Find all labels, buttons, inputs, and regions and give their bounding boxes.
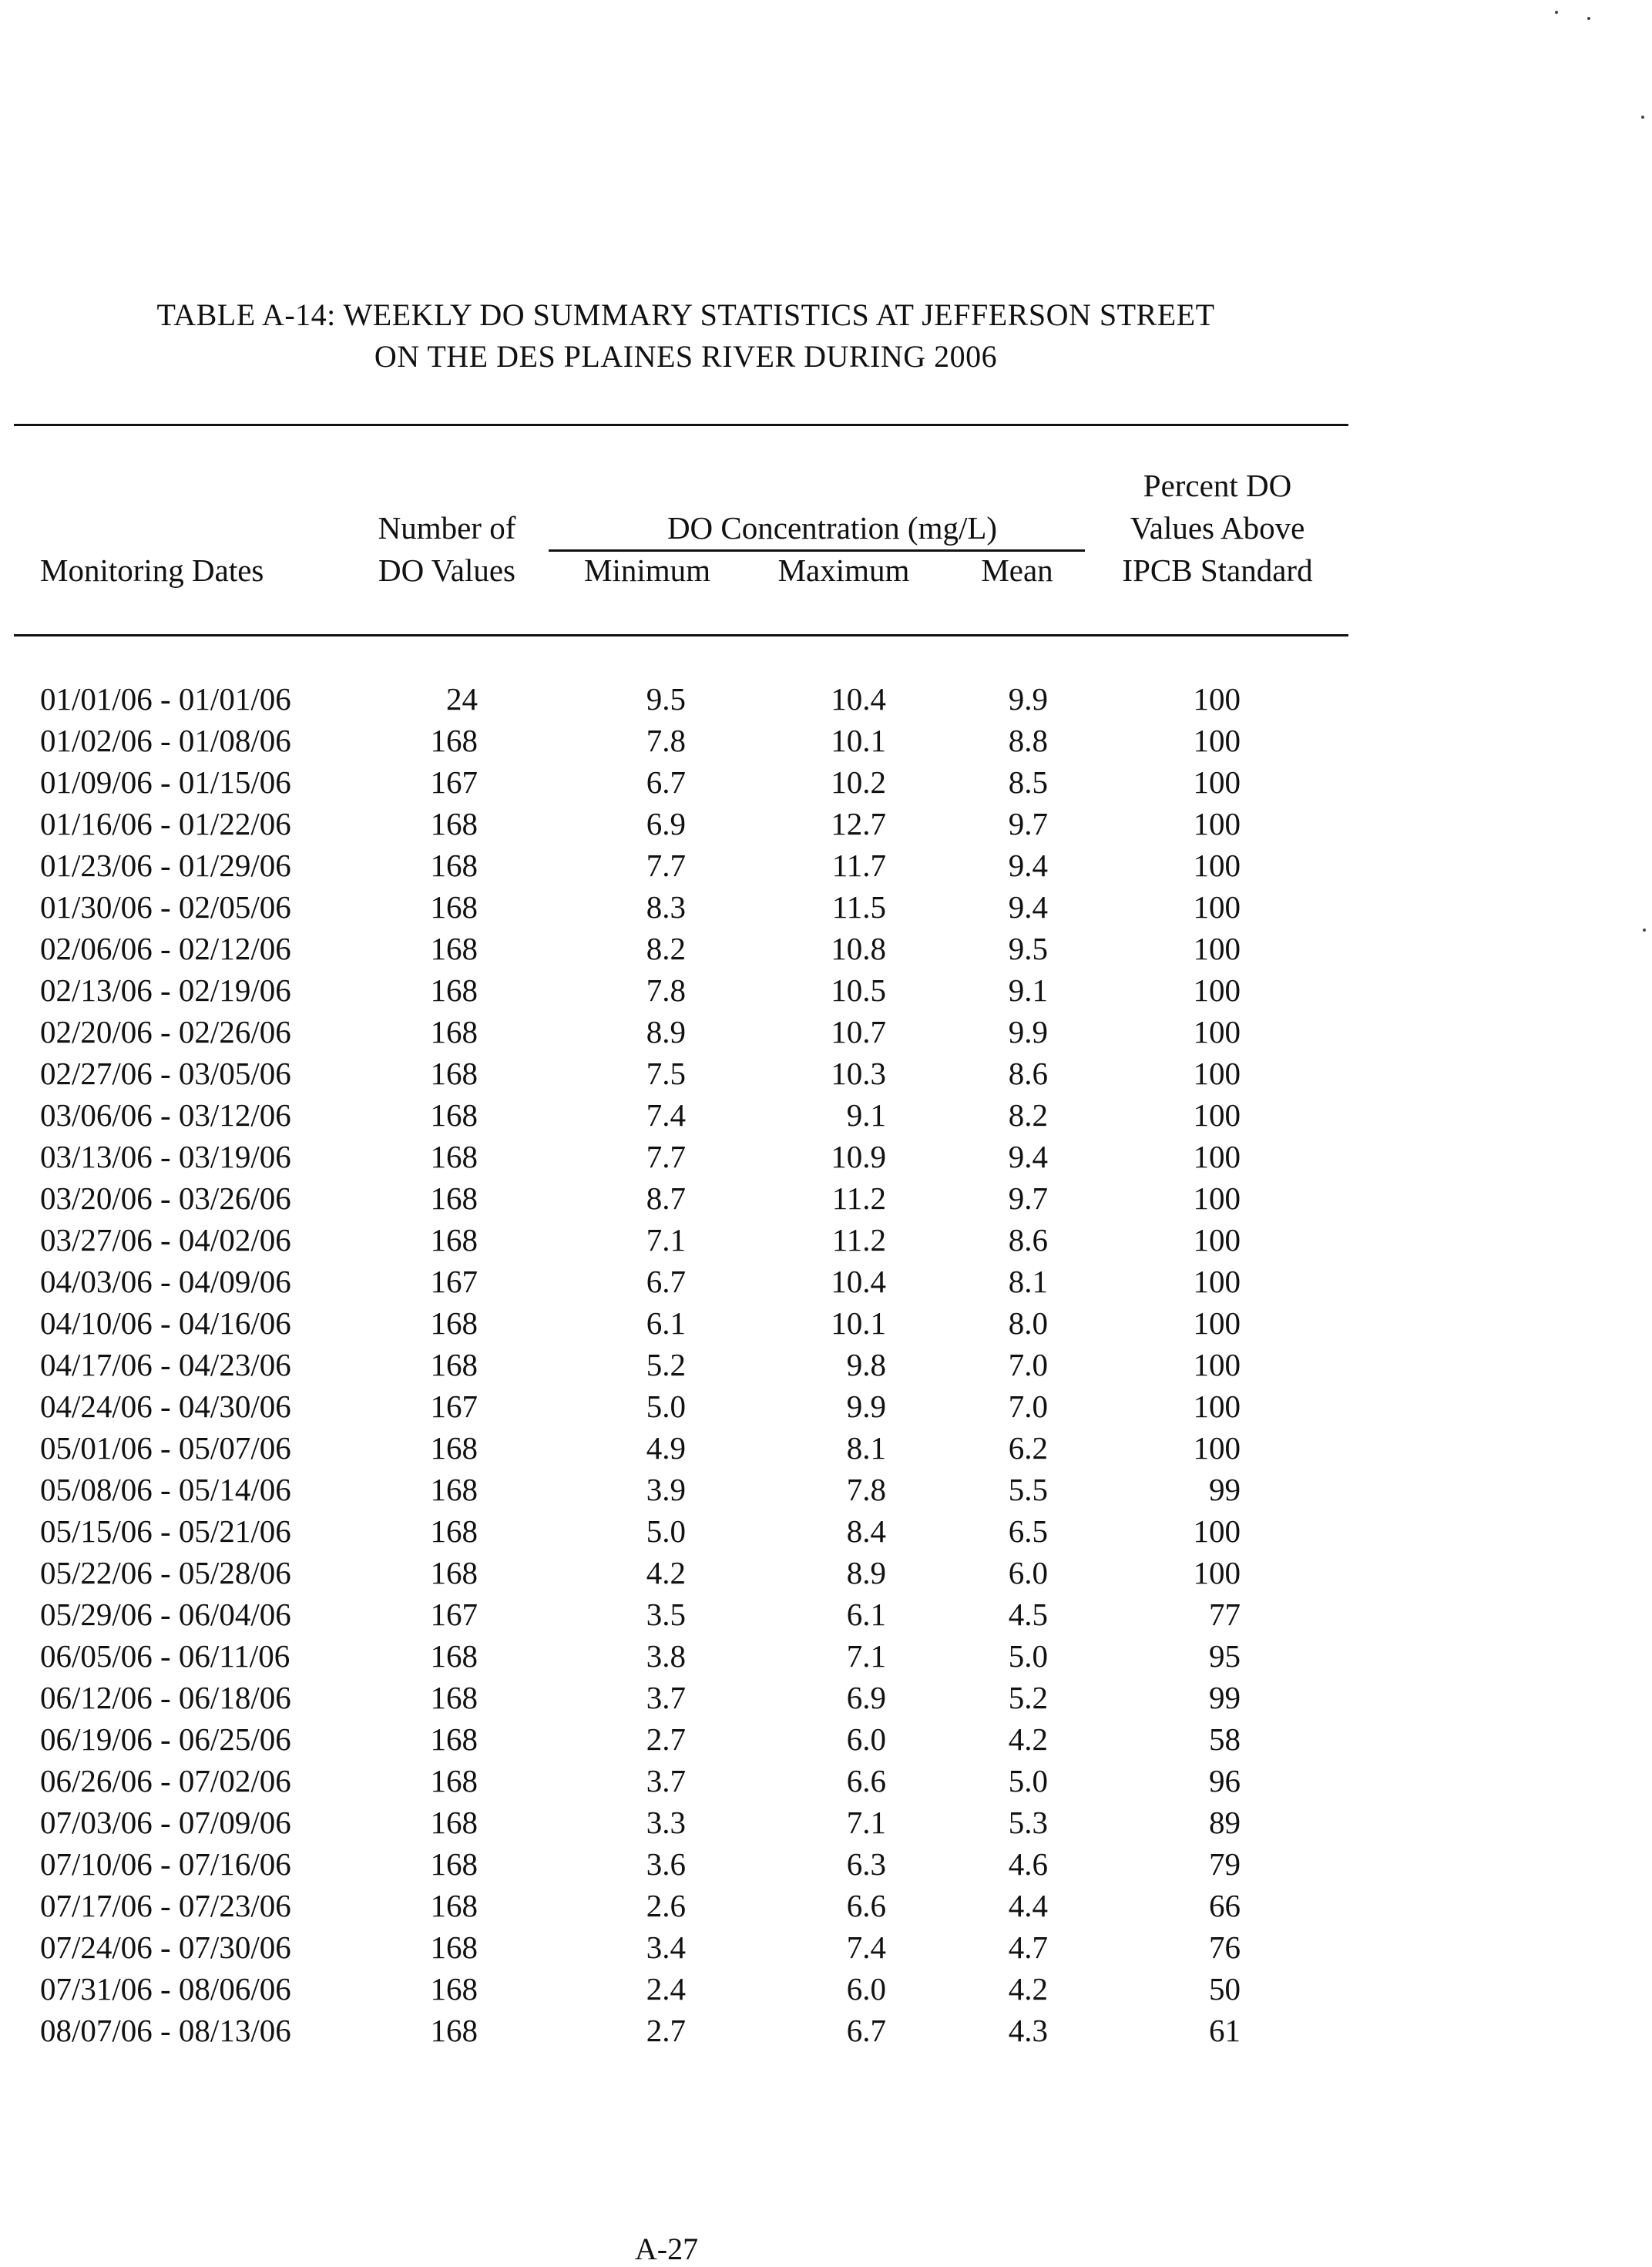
table-row [0,720,1372,761]
cell-mean: 6.0 [1008,1555,1048,1590]
cell-dates: 05/29/06 - 06/04/06 [40,1597,291,1632]
cell-maximum: 6.0 [846,1721,886,1757]
cell-dates: 02/06/06 - 02/12/06 [40,931,291,966]
table-row [0,1385,1372,1427]
cell-mean: 8.2 [1008,1097,1048,1133]
cell-dates: 06/26/06 - 07/02/06 [40,1763,291,1798]
cell-number-of-values: 168 [430,1888,478,1923]
table-row [0,678,1372,720]
cell-mean: 4.3 [1008,2013,1048,2048]
cell-maximum: 10.9 [831,1139,886,1174]
cell-mean: 9.4 [1008,889,1048,925]
header-percent-line-3: IPCB Standard [1122,552,1313,588]
cell-dates: 01/30/06 - 02/05/06 [40,889,291,925]
cell-minimum: 3.5 [646,1597,686,1632]
cell-percent-above: 100 [1193,1264,1241,1299]
cell-minimum: 2.6 [646,1888,686,1923]
cell-dates: 06/19/06 - 06/25/06 [40,1721,291,1757]
cell-minimum: 3.7 [646,1763,686,1798]
cell-mean: 8.1 [1008,1264,1048,1299]
table-row [0,969,1372,1011]
cell-maximum: 6.6 [846,1888,886,1923]
cell-maximum: 7.8 [846,1472,886,1507]
cell-dates: 05/15/06 - 05/21/06 [40,1513,291,1549]
cell-minimum: 6.9 [646,806,686,841]
cell-dates: 03/06/06 - 03/12/06 [40,1097,291,1133]
cell-minimum: 5.0 [646,1389,686,1424]
cell-number-of-values: 168 [430,1305,478,1341]
cell-mean: 8.6 [1008,1222,1048,1258]
cell-percent-above: 99 [1209,1680,1241,1715]
header-number-of-line-2: DO Values [378,552,516,588]
cell-dates: 01/16/06 - 01/22/06 [40,806,291,841]
cell-maximum: 10.4 [831,681,886,717]
cell-percent-above: 96 [1209,1763,1241,1798]
header-maximum: Maximum [777,552,910,588]
table-row [0,1427,1372,1469]
cell-percent-above: 100 [1193,806,1241,841]
cell-dates: 03/20/06 - 03/26/06 [40,1181,291,1216]
header-bottom-rule [14,634,1348,636]
cell-minimum: 6.7 [646,764,686,800]
cell-maximum: 12.7 [831,806,886,841]
table-row [0,1344,1372,1385]
cell-dates: 03/13/06 - 03/19/06 [40,1139,291,1174]
cell-mean: 5.5 [1008,1472,1048,1507]
cell-dates: 02/27/06 - 03/05/06 [40,1056,291,1091]
cell-mean: 4.4 [1008,1888,1048,1923]
cell-minimum: 4.2 [646,1555,686,1590]
cell-minimum: 2.7 [646,2013,686,2048]
cell-number-of-values: 168 [430,1805,478,1840]
cell-number-of-values: 168 [430,1929,478,1965]
cell-minimum: 7.8 [646,723,686,758]
scan-speck [1587,17,1590,20]
cell-dates: 07/31/06 - 08/06/06 [40,1971,291,2007]
cell-maximum: 6.1 [846,1597,886,1632]
cell-number-of-values: 167 [430,1597,478,1632]
cell-maximum: 6.3 [846,1846,886,1882]
cell-maximum: 10.1 [831,1305,886,1341]
cell-maximum: 6.7 [846,2013,886,2048]
cell-percent-above: 99 [1209,1472,1241,1507]
cell-number-of-values: 167 [430,1264,478,1299]
cell-mean: 9.4 [1008,848,1048,883]
cell-maximum: 7.1 [846,1638,886,1674]
cell-minimum: 7.5 [646,1056,686,1091]
header-minimum: Minimum [583,552,711,588]
cell-percent-above: 100 [1193,1347,1241,1382]
cell-mean: 8.6 [1008,1056,1048,1091]
table-row [0,761,1372,803]
table-row [0,928,1372,969]
table-row [0,1926,1372,1968]
table-row [0,1802,1372,1843]
cell-mean: 4.2 [1008,1721,1048,1757]
table-row [0,1843,1372,1885]
cell-minimum: 3.6 [646,1846,686,1882]
header-monitoring-dates: Monitoring Dates [40,552,264,588]
cell-maximum: 11.5 [831,889,886,925]
cell-percent-above: 58 [1209,1721,1241,1757]
cell-minimum: 3.8 [646,1638,686,1674]
table-row [0,1469,1372,1510]
header-percent-line-1: Percent DO [1143,468,1292,503]
cell-maximum: 10.5 [831,972,886,1008]
cell-maximum: 8.1 [846,1430,886,1466]
cell-percent-above: 79 [1209,1846,1241,1882]
cell-maximum: 10.3 [831,1056,886,1091]
table-row [0,1552,1372,1594]
cell-dates: 04/17/06 - 04/23/06 [40,1347,291,1382]
cell-number-of-values: 168 [430,848,478,883]
cell-minimum: 7.7 [646,848,686,883]
cell-number-of-values: 168 [430,806,478,841]
cell-dates: 01/23/06 - 01/29/06 [40,848,291,883]
cell-percent-above: 100 [1193,1389,1241,1424]
cell-number-of-values: 168 [430,1222,478,1258]
cell-number-of-values: 168 [430,723,478,758]
cell-maximum: 6.0 [846,1971,886,2007]
cell-percent-above: 100 [1193,848,1241,883]
scan-speck [1641,116,1644,119]
cell-minimum: 7.4 [646,1097,686,1133]
cell-mean: 9.5 [1008,931,1048,966]
cell-number-of-values: 168 [430,1181,478,1216]
cell-minimum: 4.9 [646,1430,686,1466]
cell-maximum: 6.9 [846,1680,886,1715]
cell-number-of-values: 168 [430,1472,478,1507]
cell-minimum: 2.7 [646,1721,686,1757]
cell-maximum: 8.4 [846,1513,886,1549]
cell-mean: 6.5 [1008,1513,1048,1549]
cell-mean: 5.0 [1008,1638,1048,1674]
cell-mean: 5.3 [1008,1805,1048,1840]
cell-maximum: 7.4 [846,1929,886,1965]
cell-dates: 07/24/06 - 07/30/06 [40,1929,291,1965]
cell-percent-above: 100 [1193,1555,1241,1590]
cell-number-of-values: 168 [430,1763,478,1798]
cell-mean: 8.5 [1008,764,1048,800]
table-row [0,1760,1372,1802]
cell-number-of-values: 24 [446,681,478,717]
cell-percent-above: 100 [1193,931,1241,966]
cell-percent-above: 100 [1193,1305,1241,1341]
cell-maximum: 10.1 [831,723,886,758]
cell-number-of-values: 168 [430,1638,478,1674]
table-row [0,803,1372,845]
cell-minimum: 3.9 [646,1472,686,1507]
table-row [0,886,1372,928]
cell-maximum: 10.7 [831,1014,886,1050]
cell-mean: 8.8 [1008,723,1048,758]
table-row [0,1718,1372,1760]
cell-number-of-values: 168 [430,1139,478,1174]
cell-minimum: 9.5 [646,681,686,717]
cell-percent-above: 100 [1193,764,1241,800]
cell-mean: 9.7 [1008,806,1048,841]
cell-dates: 02/13/06 - 02/19/06 [40,972,291,1008]
cell-percent-above: 100 [1193,1513,1241,1549]
cell-mean: 4.6 [1008,1846,1048,1882]
table-title-line-1: TABLE A-14: WEEKLY DO SUMMARY STATISTICS AT JEFFERSON STREET [156,297,1215,332]
cell-number-of-values: 168 [430,931,478,966]
table-row [0,1136,1372,1177]
cell-dates: 06/05/06 - 06/11/06 [40,1638,290,1674]
cell-maximum: 11.2 [831,1181,886,1216]
cell-percent-above: 100 [1193,1056,1241,1091]
cell-minimum: 8.7 [646,1181,686,1216]
cell-number-of-values: 168 [430,1513,478,1549]
cell-number-of-values: 168 [430,1555,478,1590]
cell-dates: 07/17/06 - 07/23/06 [40,1888,291,1923]
top-rule [14,424,1348,426]
cell-dates: 06/12/06 - 06/18/06 [40,1680,291,1715]
cell-minimum: 3.3 [646,1805,686,1840]
table-row [0,1885,1372,1926]
cell-minimum: 2.4 [646,1971,686,2007]
cell-maximum: 8.9 [846,1555,886,1590]
cell-maximum: 9.1 [846,1097,886,1133]
cell-minimum: 8.9 [646,1014,686,1050]
cell-percent-above: 100 [1193,889,1241,925]
cell-minimum: 8.3 [646,889,686,925]
cell-maximum: 11.2 [831,1222,886,1258]
cell-dates: 01/09/06 - 01/15/06 [40,764,291,800]
cell-percent-above: 76 [1209,1929,1241,1965]
cell-dates: 04/24/06 - 04/30/06 [40,1389,291,1424]
cell-number-of-values: 168 [430,972,478,1008]
cell-maximum: 9.9 [846,1389,886,1424]
header-percent-line-2: Values Above [1130,510,1305,546]
table-row [0,1968,1372,2010]
cell-mean: 9.4 [1008,1139,1048,1174]
cell-mean: 4.2 [1008,1971,1048,2007]
cell-percent-above: 100 [1193,1222,1241,1258]
table-row [0,845,1372,886]
cell-maximum: 10.2 [831,764,886,800]
cell-number-of-values: 168 [430,1721,478,1757]
page-number: A-27 [634,2232,699,2266]
cell-minimum: 7.1 [646,1222,686,1258]
cell-mean: 9.1 [1008,972,1048,1008]
cell-number-of-values: 168 [430,1097,478,1133]
table-row [0,1011,1372,1053]
scan-speck [1555,11,1558,14]
table-row [0,1677,1372,1718]
cell-percent-above: 50 [1209,1971,1241,2007]
cell-mean: 4.7 [1008,1929,1048,1965]
cell-percent-above: 100 [1193,1181,1241,1216]
header-mean: Mean [981,552,1053,588]
cell-dates: 05/22/06 - 05/28/06 [40,1555,291,1590]
cell-mean: 5.0 [1008,1763,1048,1798]
table-title-line-2: ON THE DES PLAINES RIVER DURING 2006 [374,339,998,374]
cell-dates: 07/10/06 - 07/16/06 [40,1846,291,1882]
cell-percent-above: 100 [1193,972,1241,1008]
cell-minimum: 5.2 [646,1347,686,1382]
cell-percent-above: 89 [1209,1805,1241,1840]
cell-dates: 03/27/06 - 04/02/06 [40,1222,291,1258]
cell-mean: 9.9 [1008,1014,1048,1050]
cell-maximum: 10.4 [831,1264,886,1299]
cell-mean: 8.0 [1008,1305,1048,1341]
cell-percent-above: 61 [1209,2013,1241,2048]
cell-mean: 6.2 [1008,1430,1048,1466]
cell-number-of-values: 168 [430,1680,478,1715]
cell-percent-above: 66 [1209,1888,1241,1923]
cell-dates: 04/03/06 - 04/09/06 [40,1264,291,1299]
cell-number-of-values: 168 [430,1430,478,1466]
cell-mean: 7.0 [1008,1389,1048,1424]
cell-percent-above: 100 [1193,1430,1241,1466]
table-row [0,1094,1372,1136]
cell-minimum: 7.8 [646,972,686,1008]
cell-minimum: 6.1 [646,1305,686,1341]
table-row [0,1594,1372,1635]
cell-mean: 5.2 [1008,1680,1048,1715]
table-row [0,1261,1372,1302]
cell-percent-above: 95 [1209,1638,1241,1674]
cell-mean: 4.5 [1008,1597,1048,1632]
cell-number-of-values: 167 [430,764,478,800]
cell-number-of-values: 168 [430,1014,478,1050]
cell-number-of-values: 168 [430,2013,478,2048]
cell-minimum: 6.7 [646,1264,686,1299]
table-row [0,1635,1372,1677]
table-row [0,2010,1372,2051]
cell-maximum: 10.8 [831,931,886,966]
cell-minimum: 7.7 [646,1139,686,1174]
cell-dates: 01/02/06 - 01/08/06 [40,723,291,758]
cell-minimum: 8.2 [646,931,686,966]
cell-percent-above: 100 [1193,723,1241,758]
cell-dates: 02/20/06 - 02/26/06 [40,1014,291,1050]
table-row [0,1219,1372,1261]
cell-dates: 05/08/06 - 05/14/06 [40,1472,291,1507]
cell-mean: 7.0 [1008,1347,1048,1382]
cell-dates: 05/01/06 - 05/07/06 [40,1430,291,1466]
cell-minimum: 3.7 [646,1680,686,1715]
table-row [0,1177,1372,1219]
cell-number-of-values: 168 [430,1056,478,1091]
cell-dates: 01/01/06 - 01/01/06 [40,681,291,717]
cell-maximum: 11.7 [831,848,886,883]
cell-maximum: 6.6 [846,1763,886,1798]
table-row [0,1053,1372,1094]
cell-dates: 07/03/06 - 07/09/06 [40,1805,291,1840]
scan-speck [1643,929,1646,932]
cell-maximum: 9.8 [846,1347,886,1382]
cell-number-of-values: 168 [430,1846,478,1882]
cell-percent-above: 100 [1193,1139,1241,1174]
cell-mean: 9.7 [1008,1181,1048,1216]
cell-number-of-values: 167 [430,1389,478,1424]
cell-minimum: 3.4 [646,1929,686,1965]
cell-percent-above: 100 [1193,681,1241,717]
cell-number-of-values: 168 [430,1347,478,1382]
table-row [0,1510,1372,1552]
cell-number-of-values: 168 [430,1971,478,2007]
cell-percent-above: 77 [1209,1597,1241,1632]
cell-number-of-values: 168 [430,889,478,925]
cell-maximum: 7.1 [846,1805,886,1840]
cell-percent-above: 100 [1193,1097,1241,1133]
header-number-of-line-1: Number of [378,510,516,546]
cell-minimum: 5.0 [646,1513,686,1549]
cell-dates: 04/10/06 - 04/16/06 [40,1305,291,1341]
table-row [0,1302,1372,1344]
header-do-concentration: DO Concentration (mg/L) [667,510,998,546]
cell-dates: 08/07/06 - 08/13/06 [40,2013,291,2048]
cell-percent-above: 100 [1193,1014,1241,1050]
cell-mean: 9.9 [1008,681,1048,717]
